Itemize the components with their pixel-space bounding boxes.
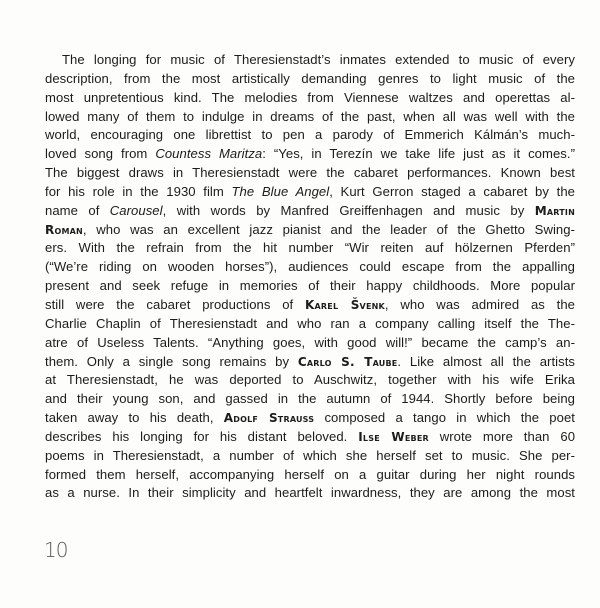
work-title: Carousel xyxy=(109,202,163,218)
person-name: Martin xyxy=(534,203,575,218)
text-line: taken away to his death, Adolf Strauss composed a tango in which the poet xyxy=(45,410,575,426)
text-line: formed them herself, accompanying herself on a guitar during her night rounds xyxy=(45,466,575,482)
text-line: description, from the most artistically demanding genres to light music of the xyxy=(45,70,575,86)
person-name: Ilse Weber xyxy=(358,429,429,444)
text-line: The longing for music of Theresienstadt’s inmates extended to music of every xyxy=(62,52,575,67)
text-line: at Theresienstadt, he was deported to Auschwitz, together with his wife Erika xyxy=(45,372,575,388)
text-line: lowed many of them to indulge in dreams of the past, when all was well with the xyxy=(45,108,575,124)
text-line: (“We’re riding on wooden horses”), audiences could escape from the appalling xyxy=(45,259,575,275)
person-name: Carlo S. Taube xyxy=(297,354,398,369)
person-name: Roman xyxy=(45,222,83,237)
text-line: most unpretentious kind. The melodies from Viennese waltzes and operettas al- xyxy=(45,89,575,105)
text-line: Roman, who was an excellent jazz pianist and the leader of the Ghetto Swing- xyxy=(45,221,575,237)
text-line: loved song from Countess Maritza: “Yes, in Terezín we take life just as it comes.” xyxy=(45,146,575,162)
person-name: Adolf Strauss xyxy=(223,411,315,426)
text-line: poems in Theresienstadt, a number of which she herself set to music. She per- xyxy=(45,447,575,463)
text-line: Charlie Chaplin of Theresienstadt and who ran a company calling itself the The- xyxy=(45,315,575,331)
text-line: them. Only a single song remains by Carlo S. Taube. Like almost all the artists xyxy=(45,353,575,369)
text-line: name of Carousel, with words by Manfred Greiffenhagen and music by Martin xyxy=(45,202,575,218)
text-line: still were the cabaret productions of Karel Švenk, who was admired as the xyxy=(45,296,575,312)
work-title: Countess Maritza xyxy=(155,146,263,162)
text-line: ers. With the refrain from the hit number “Wir reiten auf hölzernen Pferden” xyxy=(45,240,575,256)
text-line: The biggest draws in Theresienstadt were the cabaret performances. Known best xyxy=(45,165,575,181)
person-name: Karel Švenk xyxy=(305,297,385,312)
text-line: for his role in the 1930 film The Blue Angel, Kurt Gerron staged a cabaret by the xyxy=(45,183,575,199)
text-line: as a nurse. In their simplicity and heartfelt inwardness, they are among the most xyxy=(45,485,575,501)
text-line: atre of Useless Talents. “Anything goes, with good will!” became the camp’s an- xyxy=(45,334,575,350)
text-line: and their young son, and gassed in the autumn of 1944. Shortly before being xyxy=(45,391,575,407)
page-number: 10 xyxy=(44,538,68,562)
body-text xyxy=(45,51,575,503)
text-line: present and seek refuge in memories of their happy childhoods. More popular xyxy=(45,278,575,294)
text-line: world, encouraging one librettist to pen a parody of Emmerich Kálmán’s much- xyxy=(45,127,575,143)
text-line: describes his longing for his distant beloved. Ilse Weber wrote more than 60 xyxy=(45,428,576,444)
work-title: The Blue Angel xyxy=(231,183,330,199)
